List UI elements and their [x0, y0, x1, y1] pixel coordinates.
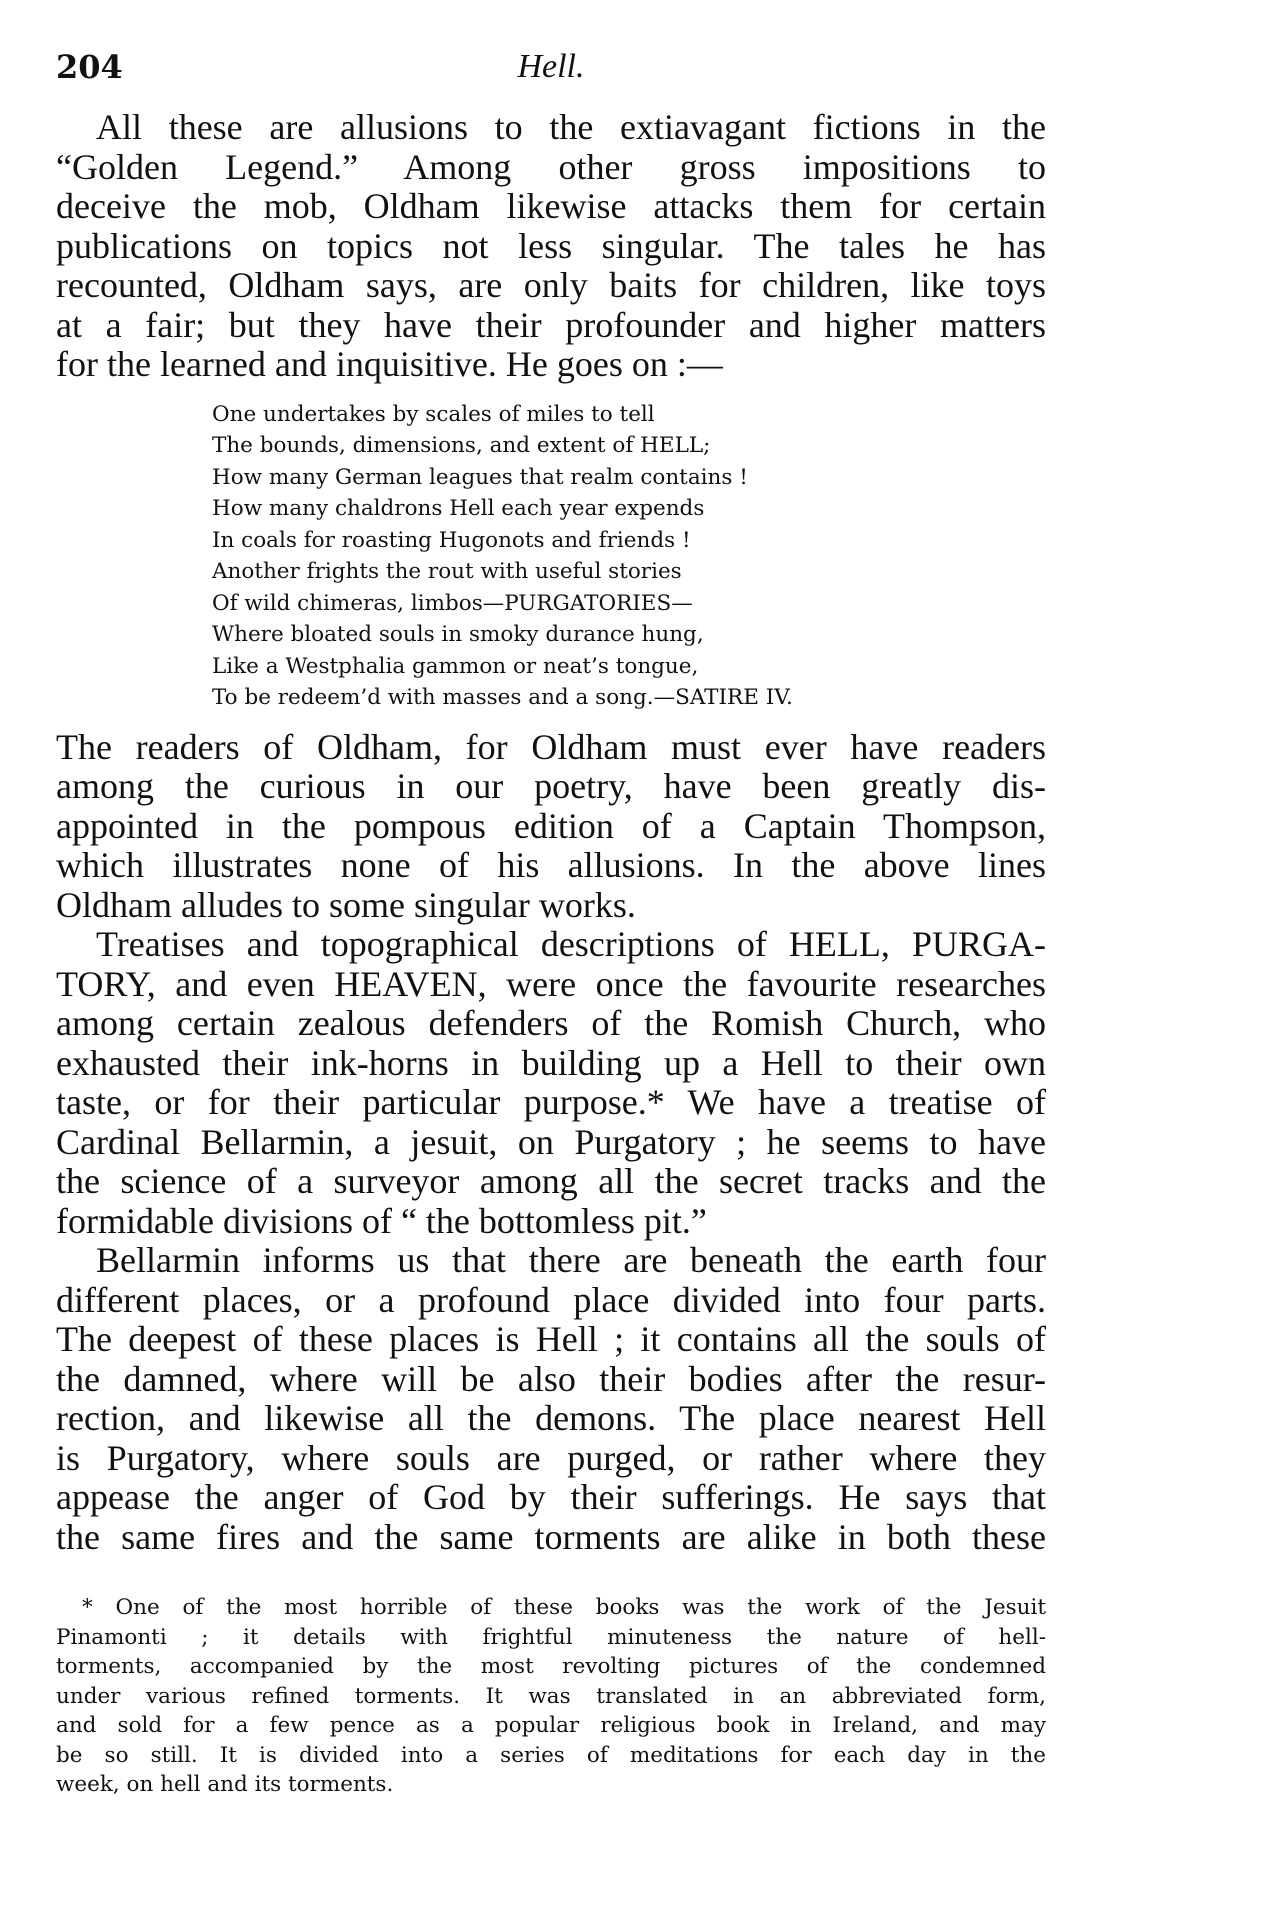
text-line: appointed in the pompous edition of a Captain Thompson, — [56, 806, 1046, 846]
text-line: at a fair; but they have their profounder and higher matters — [56, 305, 1046, 345]
text-line: which illustrates none of his allusions. In the above lines — [56, 846, 1046, 885]
text-line: The readers of Oldham, for Oldham must ever have readers — [56, 727, 1046, 767]
text-line: for the learned and inquisitive. He goes on :— — [56, 345, 723, 384]
paragraph-bellarmin — [56, 1241, 1046, 1557]
verse-line: Where bloated souls in smoky durance hung, — [212, 622, 704, 647]
text-line: appease the anger of God by their sufferings. He says that — [56, 1478, 1046, 1517]
text-line: deceive the mob, Oldham likewise attacks them for certain — [56, 187, 1046, 226]
paragraph-oldham-readers — [56, 728, 1046, 926]
footnote-line: Pinamonti ; it details with frightful minuteness the nature of hell- — [56, 1624, 1046, 1650]
verse-quotation — [212, 399, 1046, 714]
paragraph-treatises — [56, 925, 1046, 1241]
text-line: among certain zealous defenders of the Romish Church, who — [56, 1004, 1046, 1043]
footnote-line: torments, accompanied by the most revolting pictures of the condemned — [56, 1654, 1046, 1679]
footnote-line: and sold for a few pence as a popular religious book in Ireland, and may — [56, 1713, 1046, 1738]
verse-line: Like a Westphalia gammon or neat’s tongue, — [212, 653, 699, 679]
page-number: 204 — [56, 48, 123, 86]
text-line: among the curious in our poetry, have been greatly dis- — [56, 767, 1046, 806]
book-page — [56, 48, 1046, 1800]
text-line: Cardinal Bellarmin, a jesuit, on Purgatory ; he seems to have — [56, 1122, 1046, 1162]
paragraph-oldham-allusions — [56, 108, 1046, 385]
verse-line: Another frights the rout with useful stories — [212, 559, 682, 584]
footnote-line: be so still. It is divided into a series of meditations for each day in the — [56, 1742, 1046, 1768]
text-line: formidable divisions of “ the bottomless pit.” — [56, 1201, 707, 1241]
text-line: rection, and likewise all the demons. The place nearest Hell — [56, 1399, 1046, 1438]
text-line: TORY, and even HEAVEN, were once the favourite researches — [56, 964, 1046, 1004]
text-line: is Purgatory, where souls are purged, or rather where they — [56, 1438, 1046, 1478]
text-line: different places, or a profound place divided into four parts. — [56, 1280, 1046, 1320]
text-line: All these are allusions to the extiavagant fictions in the — [96, 108, 1046, 147]
verse-line: How many German leagues that realm contains ! — [212, 464, 748, 490]
text-line: the damned, where will be also their bodies after the resur- — [56, 1359, 1046, 1399]
footnote-line: * One of the most horrible of these books was the work of the Jesuit — [82, 1595, 1046, 1620]
text-line: Bellarmin informs us that there are beneath the earth four — [96, 1241, 1046, 1280]
verse-line: To be redeem’d with masses and a song.—SATIRE IV. — [212, 685, 793, 710]
text-line: the science of a surveyor among all the secret tracks and the — [56, 1162, 1046, 1201]
text-line: recounted, Oldham says, are only baits for children, like toys — [56, 266, 1046, 305]
verse-line: In coals for roasting Hugonots and friends ! — [212, 527, 691, 553]
page-header — [56, 48, 1046, 108]
text-line: “Golden Legend.” Among other gross impositions to — [56, 147, 1046, 187]
verse-line: How many chaldrons Hell each year expends — [212, 496, 705, 521]
text-line: taste, or for their particular purpose.* We have a treatise of — [56, 1083, 1046, 1122]
footnote-line: week, on hell and its torments. — [56, 1772, 394, 1797]
verse-line: Of wild chimeras, limbos—PURGATORIES— — [212, 590, 693, 616]
verse-line: The bounds, dimensions, and extent of HELL; — [212, 433, 711, 458]
text-line: Oldham alludes to some singular works. — [56, 885, 636, 925]
text-line: Treatises and topographical descriptions of HELL, PURGA- — [96, 925, 1046, 964]
text-line: the same fires and the same torments are alike in both these — [56, 1517, 1046, 1557]
text-line: exhausted their ink-horns in building up a Hell to their own — [56, 1043, 1046, 1083]
verse-line: One undertakes by scales of miles to tell — [212, 401, 655, 427]
text-line: publications on topics not less singular. The tales he has — [56, 226, 1046, 266]
running-title: Hell. — [517, 48, 585, 85]
footnote-line: under various refined torments. It was translated in an abbreviated form, — [56, 1683, 1046, 1709]
footnote — [56, 1593, 1046, 1800]
text-line: The deepest of these places is Hell ; it contains all the souls of — [56, 1320, 1046, 1359]
